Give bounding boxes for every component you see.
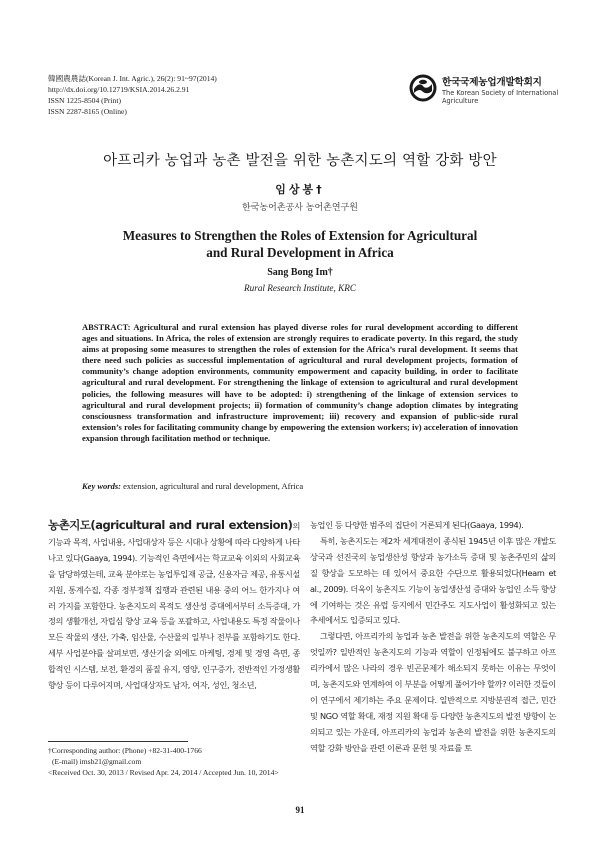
body-column-left bbox=[48, 518, 300, 694]
society-logo bbox=[408, 73, 563, 109]
affiliation-ko: 한국농어촌공사 농어촌연구원 bbox=[242, 203, 358, 213]
abstract: ABSTRACT: Agricultural and rural extension has played diverse roles for rural development according to different ages and situations. In Africa, the roles of extension are strongly requires to eradicate poverty. In this regard, the study aims at proposing some measures to strengthen the roles of extension for the Africa’s rural development. It seems that there need such policies as successful implementation of agricultural and rural development projects, formation of community’s change adoption environments, community empowerment and capacity building, in order to facilitate agricultural and rural development. For strengthening the linkage of extension to agricultural and rural development policies, the following measures will have to be adopted: i) strengthening of the linkage of extension services to agricultural and rural development projects; ii) formation of community’s change adoption climates by integrating consciousness transformation and infrastructure improvement; iii) recovery and expansion of public-side rural extension’s roles for facilitating community change by empowering the extension workers; iv) acceleration of innovation expansion through facilitation method or technique. bbox=[82, 322, 518, 443]
footnote-divider bbox=[48, 741, 188, 742]
corresponding-author: †Corresponding author: (Phone) +82-31-400-1766 bbox=[48, 746, 202, 755]
paper-title-en-line1: Measures to Strengthen the Roles of Extension for Agricultural bbox=[122, 228, 478, 243]
body-left-paragraph: 의 기능과 목적, 사업내용, 사업대상자 등은 시대나 상황에 따라 다양하게 나타나고 있다(Gaaya, 1994). 기능적인 측면에서는 학교교육 이외의 사회교육을 담당하였는데, 교육 분야로는 농업투입재 공급, 신용자금 제공, 유통시설 지원, 통계수집, 각종 정부정책 집행과 관련된 내용 중의 어느 한가지나 여러 가지를 포함한다. 농촌지도의 목적도 생산성 증대에서부터 소득증대, 가정의 생활개선, 자립심 향상 교육 등을 포괄하고, 사업내용도 특정 작물이나 모든 작물의 생산, 가축, 임산물, 수산물의 일부나 전부를 포함하기도 한다. 세부 사업분야를 살펴보면, 생산기술 외에도 마케팅, 경제 및 경영 측면, 종합적인 시스템, 보전, 환경의 품질 유지, 영양, 인구증가, 전반적인 가정생활 향상 등이 다루어지며, 사업대상자도 남자, 여자, 성인, 청소년, bbox=[48, 521, 300, 691]
keywords bbox=[82, 481, 518, 491]
author-email: (E-mail) imsb21@gmail.com bbox=[52, 757, 142, 766]
body-right-paragraph-2: 특히, 농촌지도는 제2차 세계대전이 종식된 1945년 이후 많은 개발도상국과 선진국의 농업생산성 향상과 농가소득 증대 및 농촌주민의 삶의 질 향상을 도모하는 데 있어서 중요한 수단으로 활용되었다(Hearn et al., 2009). 더욱이 농촌지도 기능이 농업생산성 증대와 농업인 소득 향상에 기여하는 것은 유럽 등지에서 민간주도 지도사업이 활성화되고 있는 추세에서도 입증되고 있다. bbox=[310, 535, 556, 626]
body-right-paragraph-3: 그렇다면, 아프리카의 농업과 농촌 발전을 위한 농촌지도의 역할은 무엇일까? 일반적인 농촌지도의 기능과 역할이 인정됨에도 불구하고 아프리카에서 많은 나라의 경우 빈곤문제가 해소되지 못하는 이유는 무엇이며, 농촌지도와 연계하여 이 부분을 어떻게 풀어가야 할까? 이러한 것들이 이 연구에서 제기하는 주요 문제이다. 일반적으로 지방분권적 접근, 민간 및 NGO 역할 확대, 재정 지원 확대 등 다양한 농촌지도의 발전 방향이 논의되고 있는 가운데, 아프리카의 농업과 농촌의 발전을 위한 농촌지도의 역할 강화 방안을 관련 이론과 문헌 및 자료를 토 bbox=[310, 631, 556, 753]
society-name-ko: 한국국제농업개발학회지 bbox=[442, 77, 542, 88]
lead-term: 농촌지도(agricultural and rural extension) bbox=[48, 518, 293, 532]
paper-title-en-line2: and Rural Development in Africa bbox=[206, 245, 394, 260]
author-en: Sang Bong Im† bbox=[267, 267, 333, 278]
body-column-right bbox=[310, 518, 556, 757]
journal-citation: 韓國農農誌(Korean J. Int. Agric.), 26(2): 91~97(2014) bbox=[48, 74, 217, 83]
received-dates: <Received Oct. 30, 2013 / Revised Apr. 24, 2014 / Accepted Jun. 10, 2014> bbox=[48, 768, 279, 777]
issn-print: ISSN 1225-8504 (Print) bbox=[48, 96, 121, 105]
page-number: 91 bbox=[295, 805, 305, 815]
keywords-label: Key words: bbox=[82, 481, 121, 491]
society-name-en-line2: Agriculture bbox=[442, 97, 479, 105]
paper-title-ko: 아프리카 농업과 농촌 발전을 위한 농촌지도의 역할 강화 방안 bbox=[103, 153, 497, 169]
author-ko: 임상봉† bbox=[275, 183, 325, 196]
society-name-en-line1: The Korean Society of International bbox=[442, 89, 559, 97]
globe-emblem-icon bbox=[408, 73, 438, 103]
keywords-text: extension, agricultural and rural development, Africa bbox=[123, 481, 304, 491]
body-right-paragraph-1: 농업인 등 다양한 범주의 집단이 거론되게 된다(Gaaya, 1994). bbox=[310, 520, 524, 530]
paper-title-en bbox=[80, 227, 520, 261]
issn-online: ISSN 2287-8165 (Online) bbox=[48, 107, 127, 116]
doi-link[interactable]: http://dx.doi.org/10.12719/KSIA.2014.26.2.91 bbox=[48, 85, 190, 94]
affiliation-en: Rural Research Institute, KRC bbox=[244, 283, 356, 293]
